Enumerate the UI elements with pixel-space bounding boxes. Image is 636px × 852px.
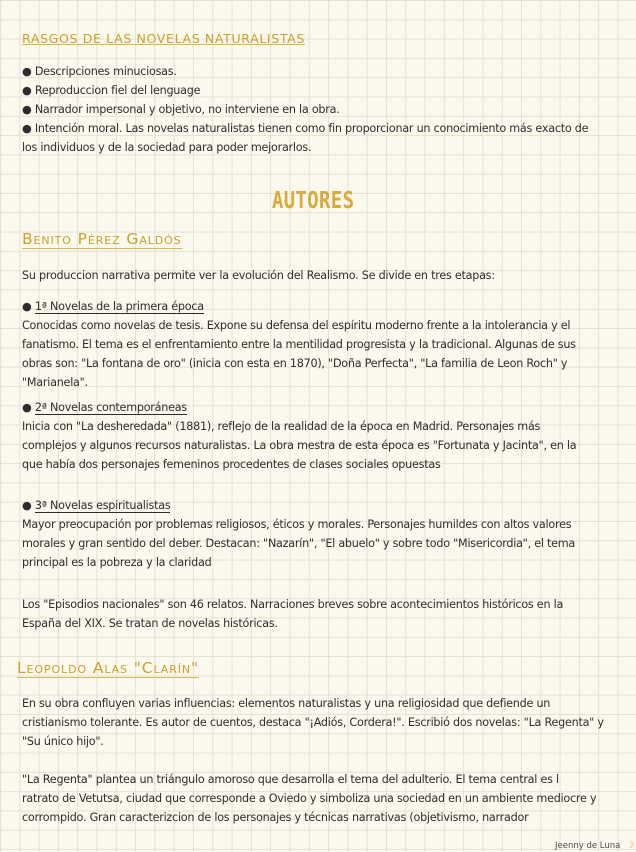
section-title-rasgos: RASGOS DE LAS NOVELAS NATURALISTAS bbox=[22, 31, 305, 46]
etapa-2-title: 2ª Novelas contemporáneas bbox=[34, 401, 187, 414]
etapa-1-title: 1ª Novelas de la primera época bbox=[34, 300, 204, 313]
etapa-1-line: Conocidas como novelas de tesis. Expone su defensa del espíritu moderno frente a la intolerancia y el bbox=[22, 319, 571, 332]
clarin-p1-line: "Su único hijo". bbox=[22, 735, 104, 748]
clarin-p2-line: ratrato de Vetutsa, ciudad que corresponde a Oviedo y simboliza una sociedad en un ambiente mediocre y bbox=[22, 792, 597, 805]
clarin-p2-line: "La Regenta" plantea un triángulo amoroso que desarrolla el tema del adulterio. El tema central es l bbox=[22, 773, 559, 786]
etapa-2-heading bbox=[22, 398, 187, 417]
autores-title: AUTORES bbox=[272, 188, 355, 214]
crescent-moon-icon: ☽ bbox=[625, 840, 635, 851]
etapa-2-line: complejos y algunos recursos naturalistas. La obra mestra de esta época es "Fortunata y Jacinta", en la bbox=[22, 439, 577, 452]
rasgos-line: los individuos y de la sociedad para poder mejorarlos. bbox=[22, 141, 312, 154]
signature bbox=[555, 833, 634, 852]
etapa-1-heading bbox=[22, 297, 204, 316]
episodios-line: Los "Episodios nacionales" son 46 relatos. Narraciones breves sobre acontecimientos históricos en la bbox=[22, 598, 564, 611]
etapa-3-line: morales y gran sentido del deber. Destacan: "Nazarín", "El abuelo" y sobre todo "Misericordia", el tema bbox=[22, 537, 576, 550]
bullet-icon: ● bbox=[22, 300, 32, 313]
etapa-3-line: principal es la pobreza y la claridad bbox=[22, 556, 212, 569]
galdos-intro: Su produccion narrativa permite ver la evolución del Realismo. Se divide en tres etapas: bbox=[22, 269, 495, 282]
etapa-1-line: obras son: "La fontana de oro" (inicia con esta en 1870), "Doña Perfecta", "La familia de Leon Roch" y bbox=[22, 357, 568, 370]
etapa-3-heading bbox=[22, 496, 170, 515]
rasgos-line: ● Intención moral. Las novelas naturalistas tienen como fin proporcionar un conocimiento más exacto de bbox=[22, 122, 589, 135]
clarin-p1-line: cristianismo tolerante. Es autor de cuentos, destaca "¡Adiós, Cordera!". Escribió dos novelas: "La Regenta" y bbox=[22, 716, 604, 729]
etapa-3-title: 3ª Novelas espiritualistas bbox=[34, 499, 171, 512]
bullet-icon: ● bbox=[22, 401, 32, 414]
etapa-3-line: Mayor preocupación por problemas religiosos, éticos y morales. Personajes humildes con altos valores bbox=[22, 518, 572, 531]
author-name-clarin: Leopoldo Alas "Clarín" bbox=[17, 659, 200, 677]
etapa-1-line: "Marianela". bbox=[22, 376, 88, 389]
rasgos-line: ● Descripciones minuciosas. bbox=[22, 65, 177, 78]
episodios-line: España del XIX. Se tratan de novelas históricas. bbox=[22, 617, 278, 630]
bullet-icon: ● bbox=[22, 499, 32, 512]
etapa-2-line: Inicia con "La desheredada" (1881), reflejo de la realidad de la época en Madrid. Personajes más bbox=[22, 420, 541, 433]
etapa-1-line: fanatismo. El tema es el enfrentamiento entre la mentilidad progresista y la tradicional. Algunas de sus bbox=[22, 338, 576, 351]
rasgos-line: ● Narrador impersonal y objetivo, no interviene en la obra. bbox=[22, 103, 340, 116]
rasgos-line: ● Reproduccion fiel del lenguage bbox=[22, 84, 201, 97]
clarin-p2-line: corrompido. Gran caracterizcion de los personajes y técnicas narrativas (objetivismo, narrador bbox=[22, 811, 529, 824]
etapa-2-line: que había dos personajes femeninos procedentes de clases sociales opuestas bbox=[22, 458, 441, 471]
signature-text: Jeenny de Luna bbox=[555, 841, 621, 851]
clarin-p1-line: En su obra confluyen varias influencias: elementos naturalistas y una religiosidad que defiende un bbox=[22, 697, 551, 710]
author-name-galdos: Benito Pérez Galdós bbox=[22, 230, 182, 248]
